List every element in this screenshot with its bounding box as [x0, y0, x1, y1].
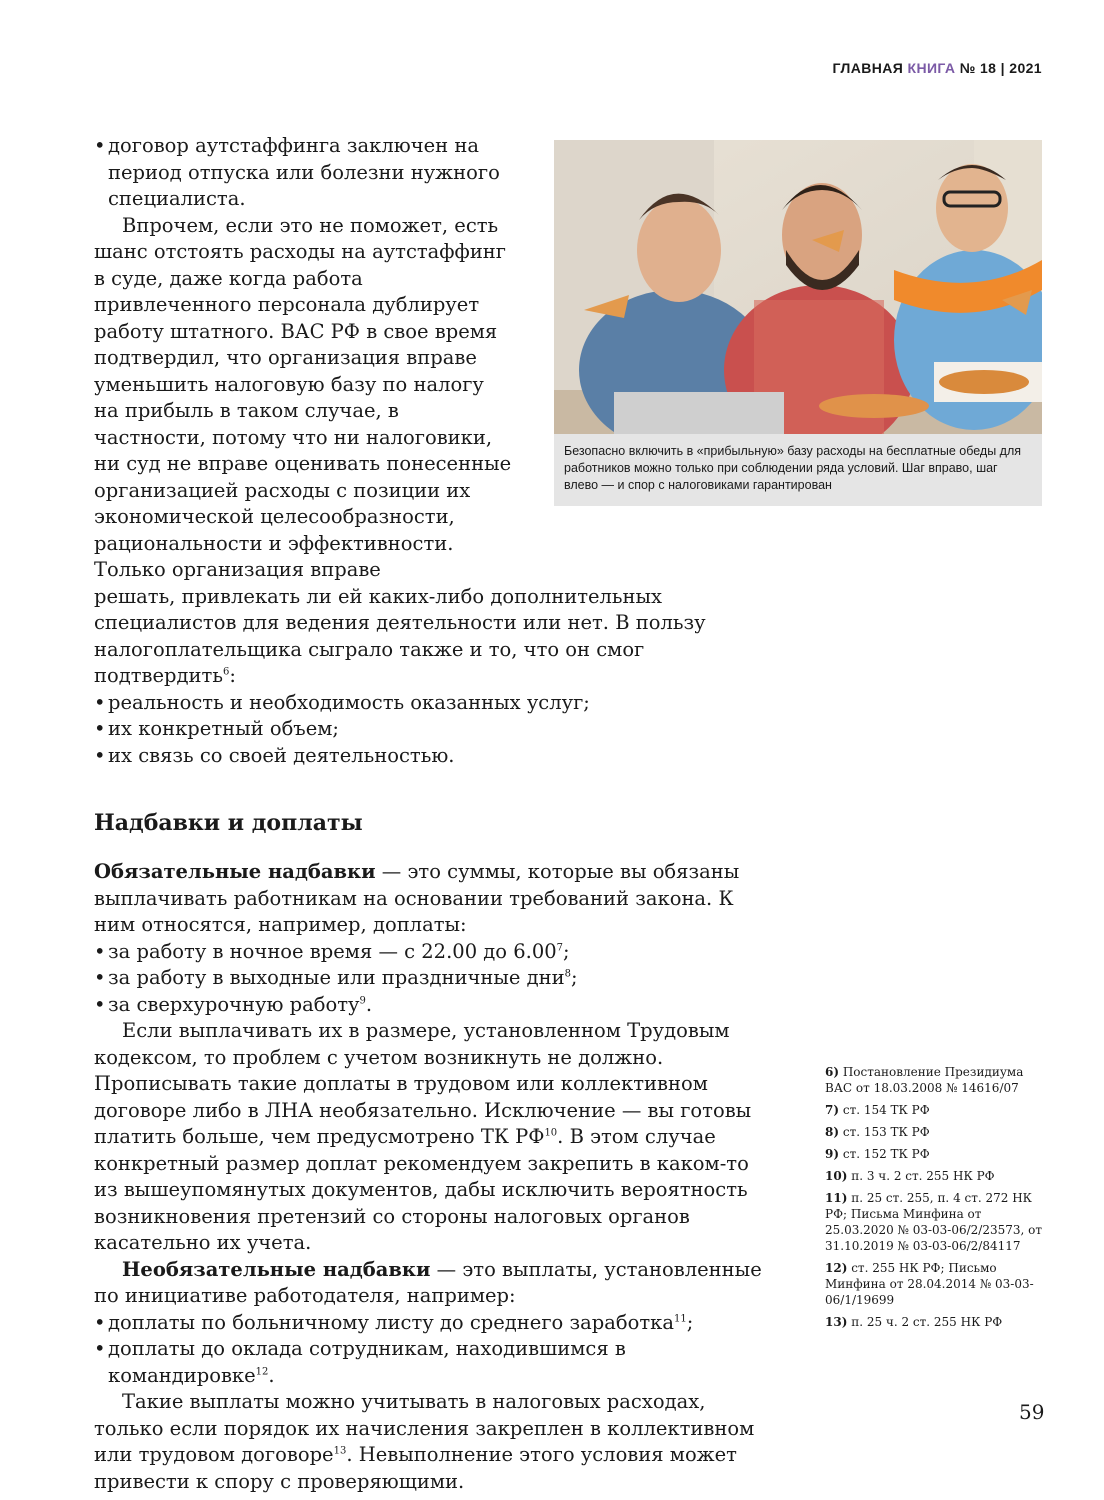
footnote-ref: 10	[544, 1127, 558, 1139]
article-body	[94, 133, 772, 1495]
term-bold: Обязательные надбавки	[94, 860, 376, 883]
bullet-item	[94, 1336, 772, 1389]
footnote-text: Постановление Президиума ВАС от 18.03.2008 № 14616/07	[825, 1065, 1024, 1095]
bullet-item	[94, 716, 772, 743]
bullet-dot: •	[94, 690, 106, 714]
footnote-number: 11)	[825, 1191, 848, 1205]
bullet-item	[94, 939, 772, 966]
footnote-number: 10)	[825, 1169, 848, 1183]
bullet-dot: •	[94, 966, 106, 989]
paragraph-end: . Невыполнение этого условия может привести к спору с проверяющими.	[94, 1443, 737, 1493]
page-number: 59	[1019, 1400, 1045, 1424]
term-bold: Необязательные надбавки	[122, 1257, 431, 1281]
header-issue: № 18 | 2021	[959, 60, 1042, 76]
paragraph	[94, 1389, 772, 1495]
bullet-end: ;	[686, 1310, 694, 1334]
footnote-ref: 7	[556, 942, 564, 953]
footnote-text: п. 25 ч. 2 ст. 255 НК РФ	[847, 1315, 1003, 1329]
footnote	[825, 1146, 1045, 1162]
footnote	[825, 1260, 1045, 1308]
paragraph: Впрочем, если это не поможет, есть шанс отстоять расходы на аутстаффинг в суде, даже когда работа привлеченного персонала дублирует работу штатного. ВАС РФ в свое время подтвердил, что организация вправе уменьшить налоговую базу по налогу на прибыль в таком случае, в частности, потому что ни налоговики, ни суд не вправе оценивать понесенные организацией расходы с позиции их экономической целесообразности, рациональности и эффективности. Только организация вправе	[94, 213, 512, 581]
bullet-text: их конкретный объем;	[108, 717, 339, 740]
footnote-number: 9)	[825, 1147, 840, 1161]
footnote-ref: 6	[222, 666, 230, 678]
header-title-b: КНИГА	[907, 60, 956, 76]
header-title-a: ГЛАВНАЯ	[832, 60, 904, 76]
paragraph	[94, 584, 772, 690]
footnote	[825, 1190, 1045, 1254]
footnote-text: п. 3 ч. 2 ст. 255 НК РФ	[847, 1169, 995, 1183]
footnote-text: ст. 255 НК РФ; Письмо Минфина от 28.04.2014 № 03-03-06/1/19699	[825, 1261, 1034, 1307]
bullet-text: реальность и необходимость оказанных услуг;	[108, 690, 590, 714]
paragraph	[94, 1257, 772, 1310]
bullet-item	[94, 743, 772, 770]
bullet-end: .	[365, 992, 373, 1016]
footnote-text: п. 25 ст. 255, п. 4 ст. 272 НК РФ; Письма Минфина от 25.03.2020 № 03-03-06/2/23573, от 31.10.2019 № 03-03-06/2/84117	[825, 1191, 1042, 1253]
footnote-number: 7)	[825, 1103, 840, 1117]
bullet-text: договор аутстаффинга заключен на период отпуска или болезни нужного специалиста.	[108, 134, 500, 210]
footnote-number: 13)	[825, 1315, 848, 1329]
bullet-dot: •	[94, 1310, 106, 1334]
footnote-ref: 9	[359, 995, 366, 1006]
footnote-text: ст. 152 ТК РФ	[839, 1147, 930, 1161]
photo-caption: Безопасно включить в «прибыльную» базу расходы на бесплатные обеды для работников можно только при соблюдении ряда условий. Шаг вправо, шаг влево — и спор с налоговиками гарантирован	[554, 434, 1042, 506]
bullet-item	[94, 690, 772, 717]
bullet-text: за сверхурочную работу	[108, 992, 360, 1016]
footnote	[825, 1314, 1045, 1330]
bullet-text: их связь со своей деятельностью.	[108, 743, 455, 767]
bullet-dot: •	[94, 1337, 106, 1360]
bullet-text: доплаты по больничному листу до среднего заработка	[108, 1310, 674, 1334]
paragraph	[94, 1018, 772, 1257]
footnote	[825, 1102, 1045, 1118]
bullet-end: .	[268, 1363, 275, 1387]
paragraph	[94, 859, 772, 939]
bullet-text: за работу в ночное время — с 22.00 до 6.00	[108, 939, 557, 963]
bullet-end: ;	[563, 939, 570, 963]
paragraph-end: :	[229, 664, 236, 687]
bullet-item	[94, 133, 528, 213]
section-heading: Надбавки и доплаты	[94, 810, 363, 836]
bullet-text: за работу в выходные или праздничные дни	[108, 966, 565, 989]
running-header	[832, 60, 1042, 76]
bullet-dot: •	[94, 939, 106, 963]
footnote-text: ст. 153 ТК РФ	[839, 1125, 930, 1139]
bullet-text: доплаты до оклада сотрудникам, находившимся в командировке	[108, 1337, 626, 1387]
footnote-ref: 13	[333, 1445, 347, 1457]
bullet-item	[94, 1310, 772, 1337]
footnote	[825, 1168, 1045, 1184]
footnote-number: 8)	[825, 1125, 840, 1139]
paragraph-end: . В этом случае конкретный размер доплат рекомендуем закрепить в каком-то из вышеупомянутых документов, дабы исключить вероятность возникновения претензий со стороны налоговых органов касательно их учета.	[94, 1125, 749, 1254]
footnote-ref: 12	[255, 1366, 269, 1377]
footnote-number: 12)	[825, 1261, 848, 1275]
paragraph-text: Такие выплаты можно учитывать в налоговых расходах, только если порядок их начисления закреплен в коллективном или трудовом договоре	[94, 1390, 755, 1466]
footnote-number: 6)	[825, 1065, 840, 1079]
bullet-dot: •	[94, 743, 106, 767]
paragraph-text: решать, привлекать ли ей каких-либо дополнительных специалистов для ведения деятельности или нет. В пользу налогоплательщика сыграло также и то, что он смог подтвердить	[94, 584, 706, 687]
paragraph-text: Если выплачивать их в размере, установленном Трудовым кодексом, то проблем с учетом возникнуть не должно. Прописывать такие доплаты в трудовом или коллективном договоре либо в ЛНА необязательно. Исключение — вы готовы платить больше, чем предусмотрено ТК РФ	[94, 1019, 752, 1148]
footnote	[825, 1124, 1045, 1140]
footnote-text: ст. 154 ТК РФ	[839, 1103, 930, 1117]
footnote-ref: 11	[673, 1313, 687, 1324]
footnotes	[825, 1064, 1045, 1336]
bullet-dot: •	[94, 992, 106, 1016]
footnote-ref: 8	[564, 968, 572, 980]
bullet-item	[94, 992, 772, 1019]
bullet-dot: •	[94, 717, 106, 740]
bullet-end: ;	[571, 966, 578, 989]
footnote	[825, 1064, 1045, 1096]
bullet-dot: •	[94, 134, 106, 157]
paragraph-text: — это выплаты, установленные по инициативе работодателя, например:	[94, 1257, 762, 1307]
paragraph-text: — это суммы, которые вы обязаны выплачивать работникам на основании требований закона. К ним относятся, например, доплаты:	[94, 860, 740, 936]
bullet-item	[94, 965, 772, 992]
